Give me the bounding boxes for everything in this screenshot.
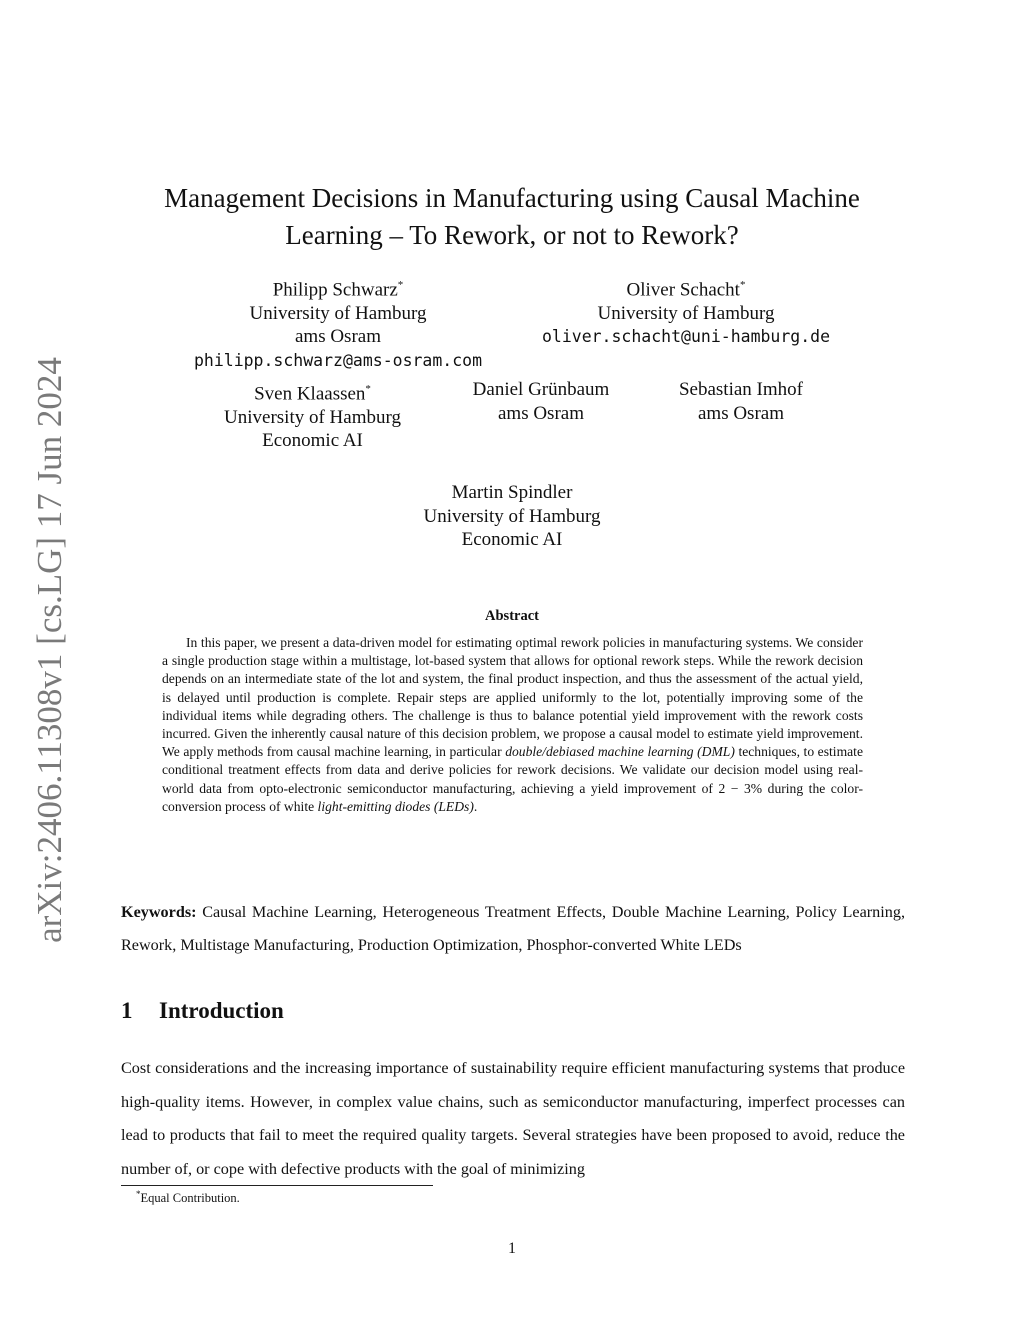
author-affiliation: University of Hamburg [423, 505, 601, 527]
title-line-2: Learning – To Rework, or not to Rework? [285, 220, 739, 250]
author-affiliation: ams Osram [497, 402, 584, 424]
section-title: Introduction [159, 998, 284, 1023]
author-name: Sebastian Imhof [678, 379, 803, 400]
author-name: Oliver Schacht [626, 279, 740, 301]
author-email[interactable]: philipp.schwarz@ams-osram.com [193, 350, 483, 370]
author-affiliation: University of Hamburg [249, 302, 427, 324]
author-name: Martin Spindler [451, 482, 573, 503]
keywords-list: Causal Machine Learning, Heterogeneous Treatment Effects, Double Machine Learning, Policy Learning, Rework, Multistage Manufacturing, Production Optimization, Phosphor-converted White LEDs [121, 903, 905, 954]
footnote-text: Equal Contribution. [140, 1191, 240, 1206]
author-name: Sven Klaassen [254, 383, 366, 405]
abstract-body [162, 634, 863, 816]
abstract-text: . [473, 798, 478, 814]
author-affiliation: Economic AI [262, 430, 363, 452]
author-affiliation: ams Osram [697, 402, 784, 424]
abstract-heading: Abstract [485, 608, 539, 624]
author-block-grunbaum [460, 378, 622, 425]
title-line-1: Management Decisions in Manufacturing using Causal Machine [164, 183, 860, 213]
keywords-paragraph [121, 896, 905, 962]
section-heading-introduction [121, 998, 284, 1024]
author-block-klaassen [210, 378, 415, 453]
footnote [136, 1189, 240, 1206]
author-name: Philipp Schwarz [272, 279, 398, 301]
author-block-spindler [412, 481, 612, 552]
introduction-paragraph: Cost considerations and the increasing importance of sustainability require efficient manufacturing systems that produce high-quality items. However, in complex value chains, such as semiconductor manufacturing, imperfect processes can lead to products that fail to meet the required quality targets. Several strategies have been proposed to avoid, reduce the number of, or cope with defective products with the goal of minimizing [121, 1059, 905, 1178]
arxiv-identifier-stamp: arXiv:2406.11308v1 [cs.LG] 17 Jun 2024 [30, 357, 69, 943]
equal-contribution-mark: * [365, 383, 371, 395]
abstract-italic-dml: double/debiased machine learning (DML) [505, 744, 735, 760]
author-email[interactable]: oliver.schacht@uni-hamburg.de [541, 327, 831, 347]
author-block-imhof [666, 378, 816, 425]
author-block-schwarz [189, 274, 487, 372]
equal-contribution-mark: * [739, 279, 746, 291]
author-block-schacht [536, 274, 836, 349]
author-affiliation: University of Hamburg [597, 302, 775, 324]
author-affiliation: University of Hamburg [224, 406, 401, 428]
equal-contribution-mark: * [397, 279, 404, 291]
author-affiliation: Economic AI [461, 529, 563, 550]
author-name: Daniel Grünbaum [472, 379, 610, 400]
page-number: 1 [508, 1240, 516, 1257]
section-number: 1 [121, 998, 133, 1023]
abstract-text: In this paper, we present a data-driven model for estimating optimal rework policies in manufacturing systems. We consider a single production stage within a multistage, lot-based system that allows for optional rework steps. While the rework decision depends on an intermediate state of the lot and system, the final product inspection, and thus the assessment of the actual yield, is delayed until production is complete. Repair steps are applied uniformly to the lot, potentially improving some of the individual items while degrading others. The challenge is thus to balance potential yield improvement with the rework costs incurred. Given the inherently causal nature of this decision problem, we propose a causal model to estimate yield improvement. We apply methods from causal machine learning, in particular [162, 635, 863, 760]
keywords-label: Keywords: [121, 903, 197, 921]
footnote-mark: * [136, 1189, 141, 1199]
author-affiliation: ams Osram [294, 326, 381, 348]
abstract-italic-leds: light-emitting diodes (LEDs) [317, 798, 474, 814]
paper-title [100, 180, 924, 254]
footnote-rule [121, 1185, 433, 1186]
abstract-text: techniques, to estimate conditional treatment effects from data and derive policies for rework decisions. We validate our decision model using real-world data from opto-electronic semiconductor manufacturing, achieving a yield improvement of 2 − 3% during the color-conversion process of white [162, 744, 863, 814]
